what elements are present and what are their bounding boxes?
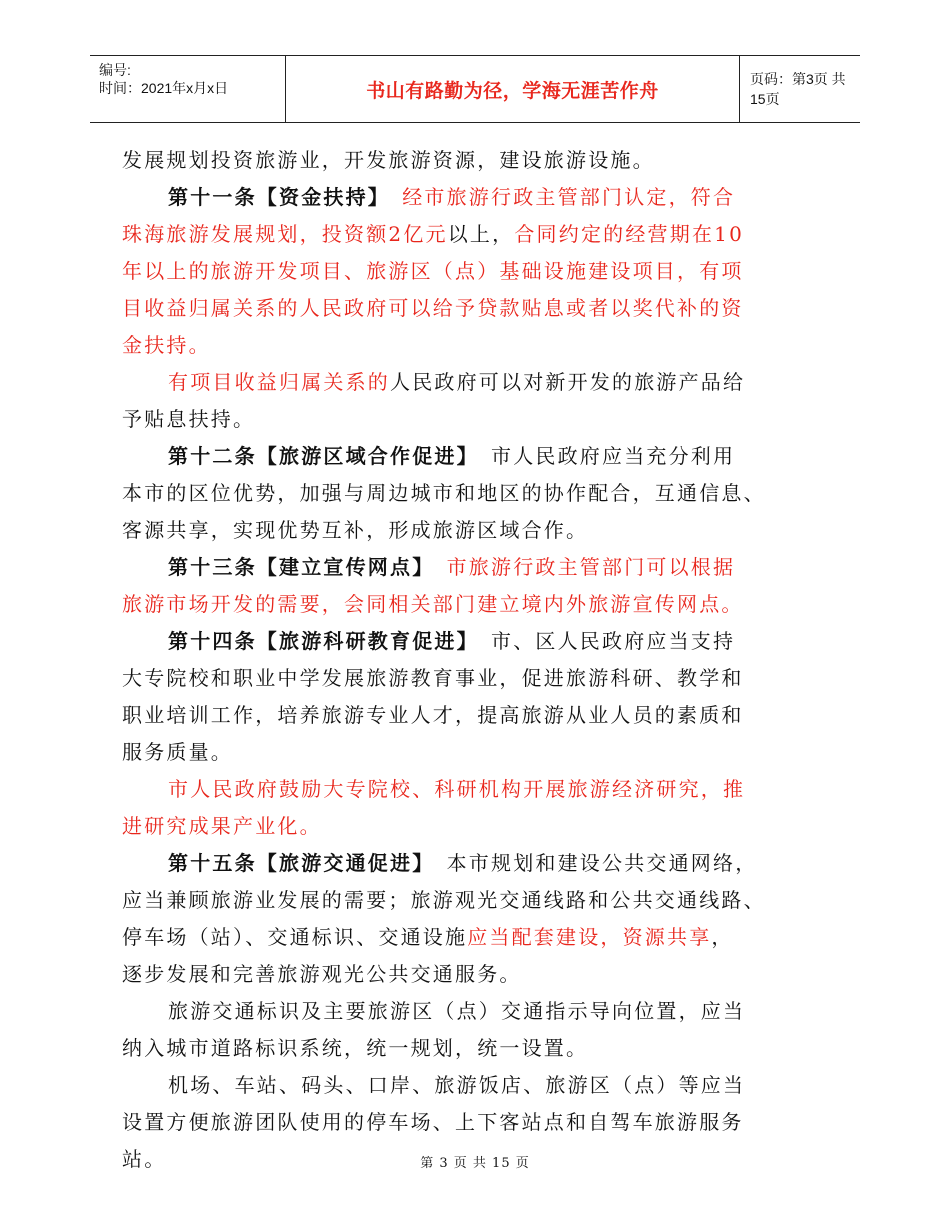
paragraph-line [122,1104,847,1141]
paragraph-line [122,549,847,586]
article-heading: 第十一条【资金扶持】 [168,185,380,209]
header-motto-cell [285,56,740,122]
document-number-label: 编号: [99,62,131,78]
article-heading: 第十四条【旅游科研教育促进】 [168,629,469,653]
paragraph-line [122,253,847,290]
text-run: 逐步发展和完善旅游观光公共交通服务。 [122,962,522,986]
text-run: 进研究成果产业化。 [122,814,322,838]
page-header [90,55,860,123]
paragraph-line [122,660,847,697]
text-run: 设置方便旅游团队使用的停车场、上下客站点和自驾车旅游服务 [122,1110,744,1134]
paragraph-line [122,290,847,327]
document-body [122,142,847,1178]
paragraph-line [122,808,847,845]
text-run: 以上， [447,222,515,246]
text-run: ， [711,925,734,949]
text-run: 发展规划投资旅游业，开发旅游资源，建设旅游设施。 [122,148,655,172]
text-run: 大专院校和职业中学发展旅游教育事业，促进旅游科研、教学和 [122,666,744,690]
text-run: 纳入城市道路标识系统，统一规划，统一设置。 [122,1036,589,1060]
text-run: 市人民政府鼓励大专院校、科研机构开展旅游经济研究，推 [168,777,746,801]
text-run: 市旅游行政主管部门可以根据 [424,555,736,579]
paragraph-line [122,1030,847,1067]
text-run: 目收益归属关系的人民政府可以给予贷款贴息或者以奖代补的资 [122,296,744,320]
paragraph-line [122,475,847,512]
header-page-info-cell [740,56,860,122]
paragraph-line [122,919,847,956]
text-run: 予贴息扶持。 [122,407,256,431]
text-run: 本市的区位优势，加强与周边城市和地区的协作配合，互通信息、 [122,481,766,505]
text-run: 本市规划和建设公共交通网络， [424,851,758,875]
paragraph-line [122,771,847,808]
text-run: 应当兼顾旅游业发展的需要；旅游观光交通线路和公共交通线路、 [122,888,766,912]
text-run: 人民政府可以对新开发的旅游产品给 [390,370,746,394]
article-heading: 第十三条【建立宣传网点】 [168,555,425,579]
paragraph-line [122,1067,847,1104]
paragraph-line [122,993,847,1030]
article-heading: 第十五条【旅游交通促进】 [168,851,425,875]
paragraph-line [122,364,847,401]
text-run: 应当配套建设，资源共享 [467,925,712,949]
text-run: 市人民政府应当充分利用 [468,444,736,468]
paragraph-line [122,512,847,549]
text-run: 停车场（站）、交通标识、交通设施 [122,925,468,949]
header-meta [90,56,285,122]
paragraph-line [122,697,847,734]
header-motto: 书山有路勤为径，学海无涯苦作舟 [366,79,659,102]
text-run: 有项目收益归属关系的 [168,370,390,394]
paragraph-line [122,956,847,993]
text-run: 市、区人民政府应当支持 [468,629,736,653]
paragraph-line [122,734,847,771]
page-footer: 第 3 页 共 15 页 [420,1156,530,1171]
paragraph-line [122,623,847,660]
text-run: 合同约定的经营期在10 [514,222,744,246]
paragraph-line [122,845,847,882]
text-run: 旅游市场开发的需要，会同相关部门建立境内外旅游宣传网点。 [122,592,744,616]
article-heading: 第十二条【旅游区域合作促进】 [168,444,469,468]
paragraph-line [122,216,847,253]
paragraph-line [122,401,847,438]
text-run: 金扶持。 [122,333,211,357]
text-run: 年以上的旅游开发项目、旅游区（点）基础设施建设项目，有项 [122,259,744,283]
paragraph-line [122,179,847,216]
paragraph-line [122,882,847,919]
document-time-label: 时间：2021年x月x日 [99,80,229,96]
header-page-info: 页码：第3页 共15页 [750,71,846,107]
text-run: 珠海旅游发展规划，投资额2亿元 [122,222,448,246]
paragraph-line [122,142,847,179]
text-run: 站。 [122,1147,167,1171]
text-run: 职业培训工作，培养旅游专业人才，提高旅游从业人员的素质和 [122,703,744,727]
paragraph-line [122,438,847,475]
text-run: 服务质量。 [122,740,233,764]
text-run: 经市旅游行政主管部门认定，符合 [380,185,736,209]
paragraph-line [122,327,847,364]
text-run: 旅游交通标识及主要旅游区（点）交通指示导向位置，应当 [168,999,746,1023]
text-run: 客源共享，实现优势互补，形成旅游区域合作。 [122,518,589,542]
paragraph-line [122,586,847,623]
text-run: 机场、车站、码头、口岸、旅游饭店、旅游区（点）等应当 [168,1073,746,1097]
